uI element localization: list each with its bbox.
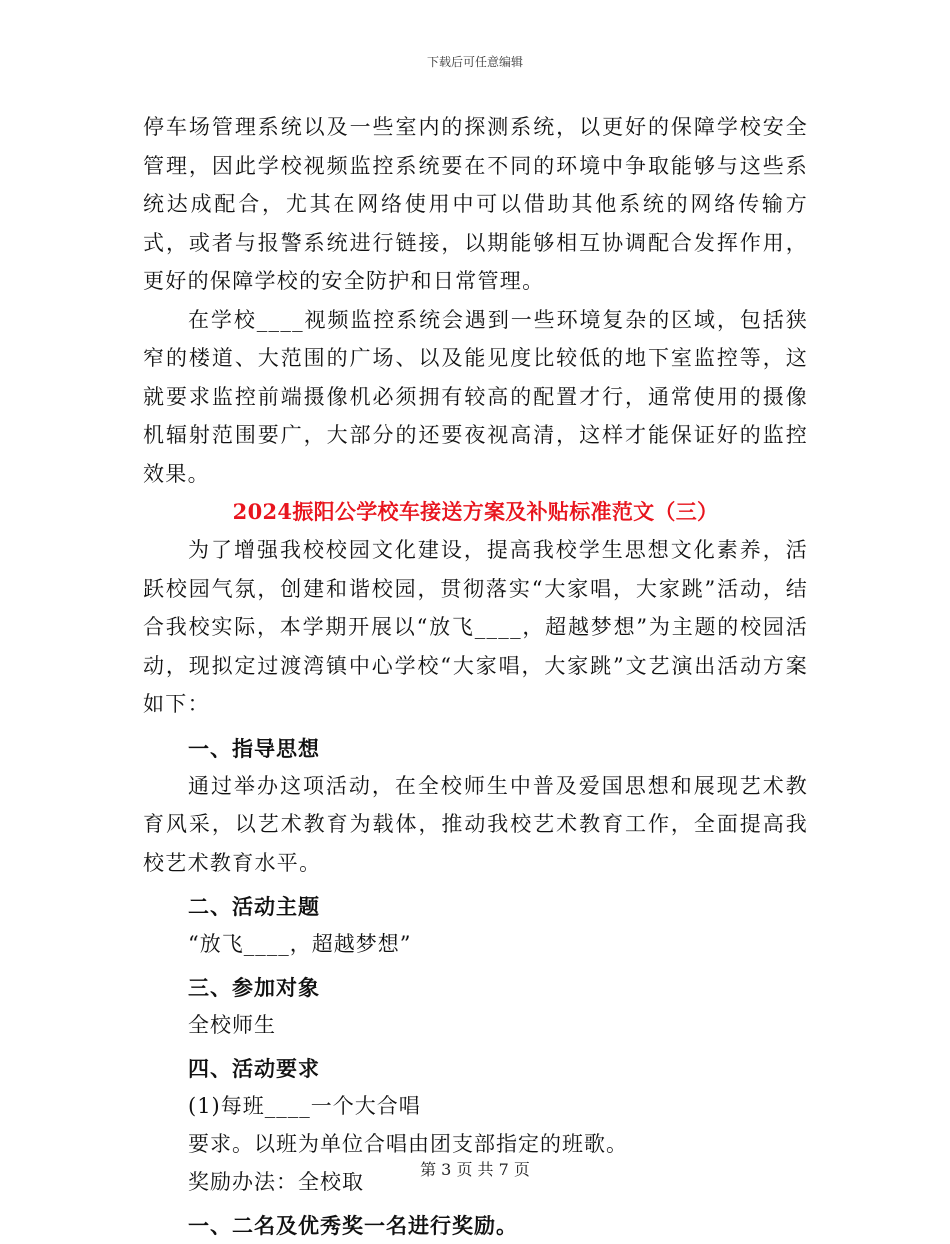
heading-participants: 三、参加对象 xyxy=(188,975,320,1000)
text-activity-theme: “放飞____，超越梦想” xyxy=(188,932,412,956)
heading-guiding-ideology: 一、指导思想 xyxy=(188,735,320,761)
heading-activity-theme: 二、活动主题 xyxy=(188,894,320,919)
section-title: 2024振阳公学校车接送方案及补贴标准范文（三） xyxy=(232,499,719,524)
text-participants: 全校师生 xyxy=(188,1013,276,1037)
paragraph-guiding-ideology: 通过举办这项活动，在全校师生中普及爱国思想和展现艺术教育风采，以艺术教育为载体，推动我校艺术教育工作，全面提高我校艺术教育水平。 xyxy=(143,773,808,875)
heading-awards: 一、二名及优秀奖一名进行奖励。 xyxy=(188,1213,518,1238)
text-requirement-1-detail: 要求。以班为单位合唱由团支部指定的班歌。 xyxy=(188,1132,628,1156)
text-requirement-1: (1)每班____一个大合唱 xyxy=(188,1094,421,1118)
document-body xyxy=(143,108,808,1244)
text-reward-method: 奖励办法：全校取 xyxy=(188,1170,364,1194)
heading-activity-requirements: 四、活动要求 xyxy=(188,1056,320,1081)
paragraph-camera-requirements: 在学校____视频监控系统会遇到一些环境复杂的区域，包括狭窄的楼道、大范围的广场、以及能见度比较低的地下室监控等，这就要求监控前端摄像机必须拥有较高的配置才行，通常使用的摄像机辐射范围要广，大部分的还要夜视高清，这样才能保证好的监控效果。 xyxy=(143,307,808,486)
paragraph-monitoring-integration: 停车场管理系统以及一些室内的探测系统，以更好的保障学校安全管理，因此学校视频监控系统要在不同的环境中争取能够与这些系统达成配合，尤其在网络使用中可以借助其他系统的网络传输方式，或者与报警系统进行链接，以期能够相互协调配合发挥作用，更好的保障学校的安全防护和日常管理。 xyxy=(143,115,808,293)
page-footer: 第 3 页 共 7 页 xyxy=(420,1160,530,1179)
page-header: 下载后可任意编辑 xyxy=(426,55,523,69)
paragraph-activity-intro: 为了增强我校校园文化建设，提高我校学生思想文化素养，活跃校园气氛，创建和谐校园，贯彻落实“大家唱，大家跳”活动，结合我校实际，本学期开展以“放飞____，超越梦想”为主题的校园活动，现拟定过渡湾镇中心学校“大家唱，大家跳”文艺演出活动方案如下： xyxy=(143,538,808,716)
